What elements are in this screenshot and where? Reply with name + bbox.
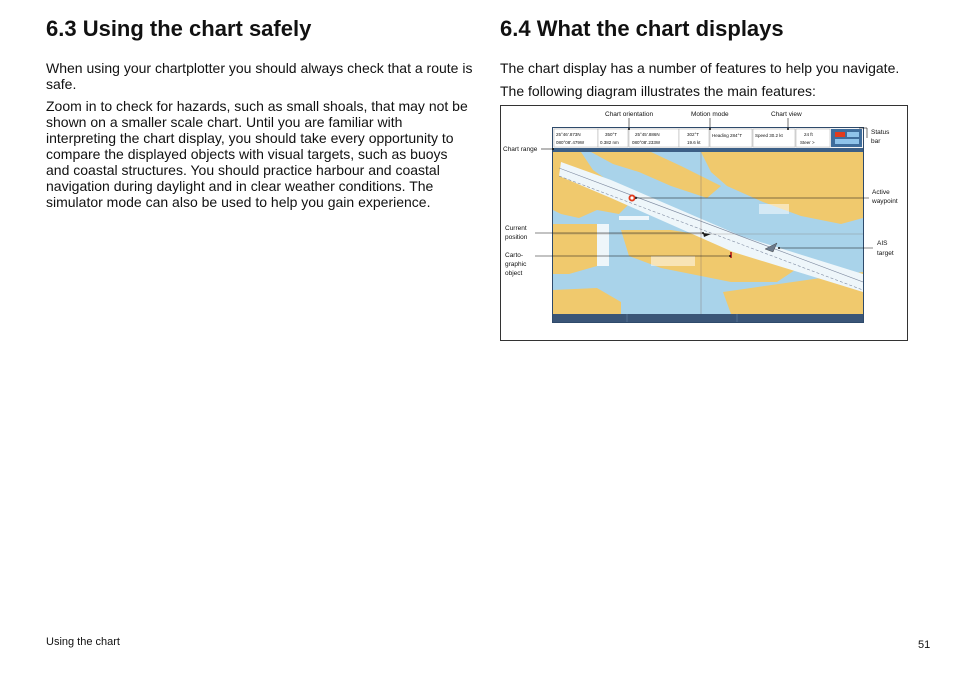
- databar-cell-4-bottom: 19.6 kt: [687, 140, 701, 145]
- callout-chart-view: Chart view: [771, 111, 802, 118]
- softkey-bar: [553, 314, 863, 322]
- callout-ais-target: AIS: [877, 240, 888, 247]
- callout-current-position: Current: [505, 225, 527, 232]
- chart-display-diagram: [500, 105, 908, 341]
- databar-cell-7-top: 24 ft: [804, 132, 813, 137]
- databar-cell-1-top: 25°46'.873N: [556, 132, 581, 137]
- databar-cell-3-top: 25°45'.886N: [635, 132, 660, 137]
- callout-current-position-2: position: [505, 234, 528, 241]
- databar-cell-1-bottom: 080°08'.479W: [556, 140, 585, 145]
- callout-cartographic-object-2: graphic: [505, 261, 527, 268]
- callout-chart-orientation: Chart orientation: [605, 111, 654, 118]
- callout-active-waypoint-2: waypoint: [872, 198, 898, 205]
- footer-section-name: Using the chart: [46, 636, 120, 648]
- callout-motion-mode: Motion mode: [691, 111, 729, 118]
- databar-cell-3-bottom: 080°08'.233W: [632, 140, 661, 145]
- databar-cell-2-top: 350°T: [605, 132, 618, 137]
- paragraph: When using your chartplotter you should always check that a route is safe.: [46, 60, 473, 92]
- status-strip: [553, 148, 863, 152]
- callout-cartographic-object-3: object: [505, 270, 523, 277]
- callout-status-bar: Status: [871, 129, 890, 136]
- callout-active-waypoint: Active: [872, 189, 890, 196]
- callout-status-bar-2: bar: [871, 138, 881, 145]
- section-heading: 6.4 What the chart displays: [500, 16, 784, 41]
- callout-chart-range: Chart range: [503, 146, 538, 153]
- databar-cell-4-top: 302°T: [687, 132, 700, 137]
- paragraph: The following diagram illustrates the main features:: [500, 83, 816, 99]
- callout-ais-target-2: target: [877, 250, 894, 257]
- databar-cell-2-bottom: 0.382 nm: [600, 140, 619, 145]
- paragraph: Zoom in to check for hazards, such as small shoals, that may not be shown on a smaller scale chart. Until you are familiar with interpreting the chart display, you should take every opportunity to compare the displayed objects with visual targets, such as buoys and coastal structures. You should practice harbour and coastal navigation during daylight and in clear weather conditions. The simulator mode can also be used to help you gain experience.: [46, 98, 468, 210]
- databar-cell-7-bottom: Steer >: [800, 140, 815, 145]
- cartographic-object-marker: [730, 252, 732, 258]
- paragraph: The chart display has a number of features to help you navigate.: [500, 60, 900, 76]
- section-heading: 6.3 Using the chart safely: [46, 16, 312, 41]
- databar-cell-5-top: Heading 284°T: [712, 133, 743, 138]
- callout-cartographic-object: Carto-: [505, 252, 524, 259]
- chart-diagram-svg: [501, 106, 909, 342]
- databar-cell-6-top: Speed 30.2 kt: [755, 133, 783, 138]
- page-number: 51: [918, 639, 931, 651]
